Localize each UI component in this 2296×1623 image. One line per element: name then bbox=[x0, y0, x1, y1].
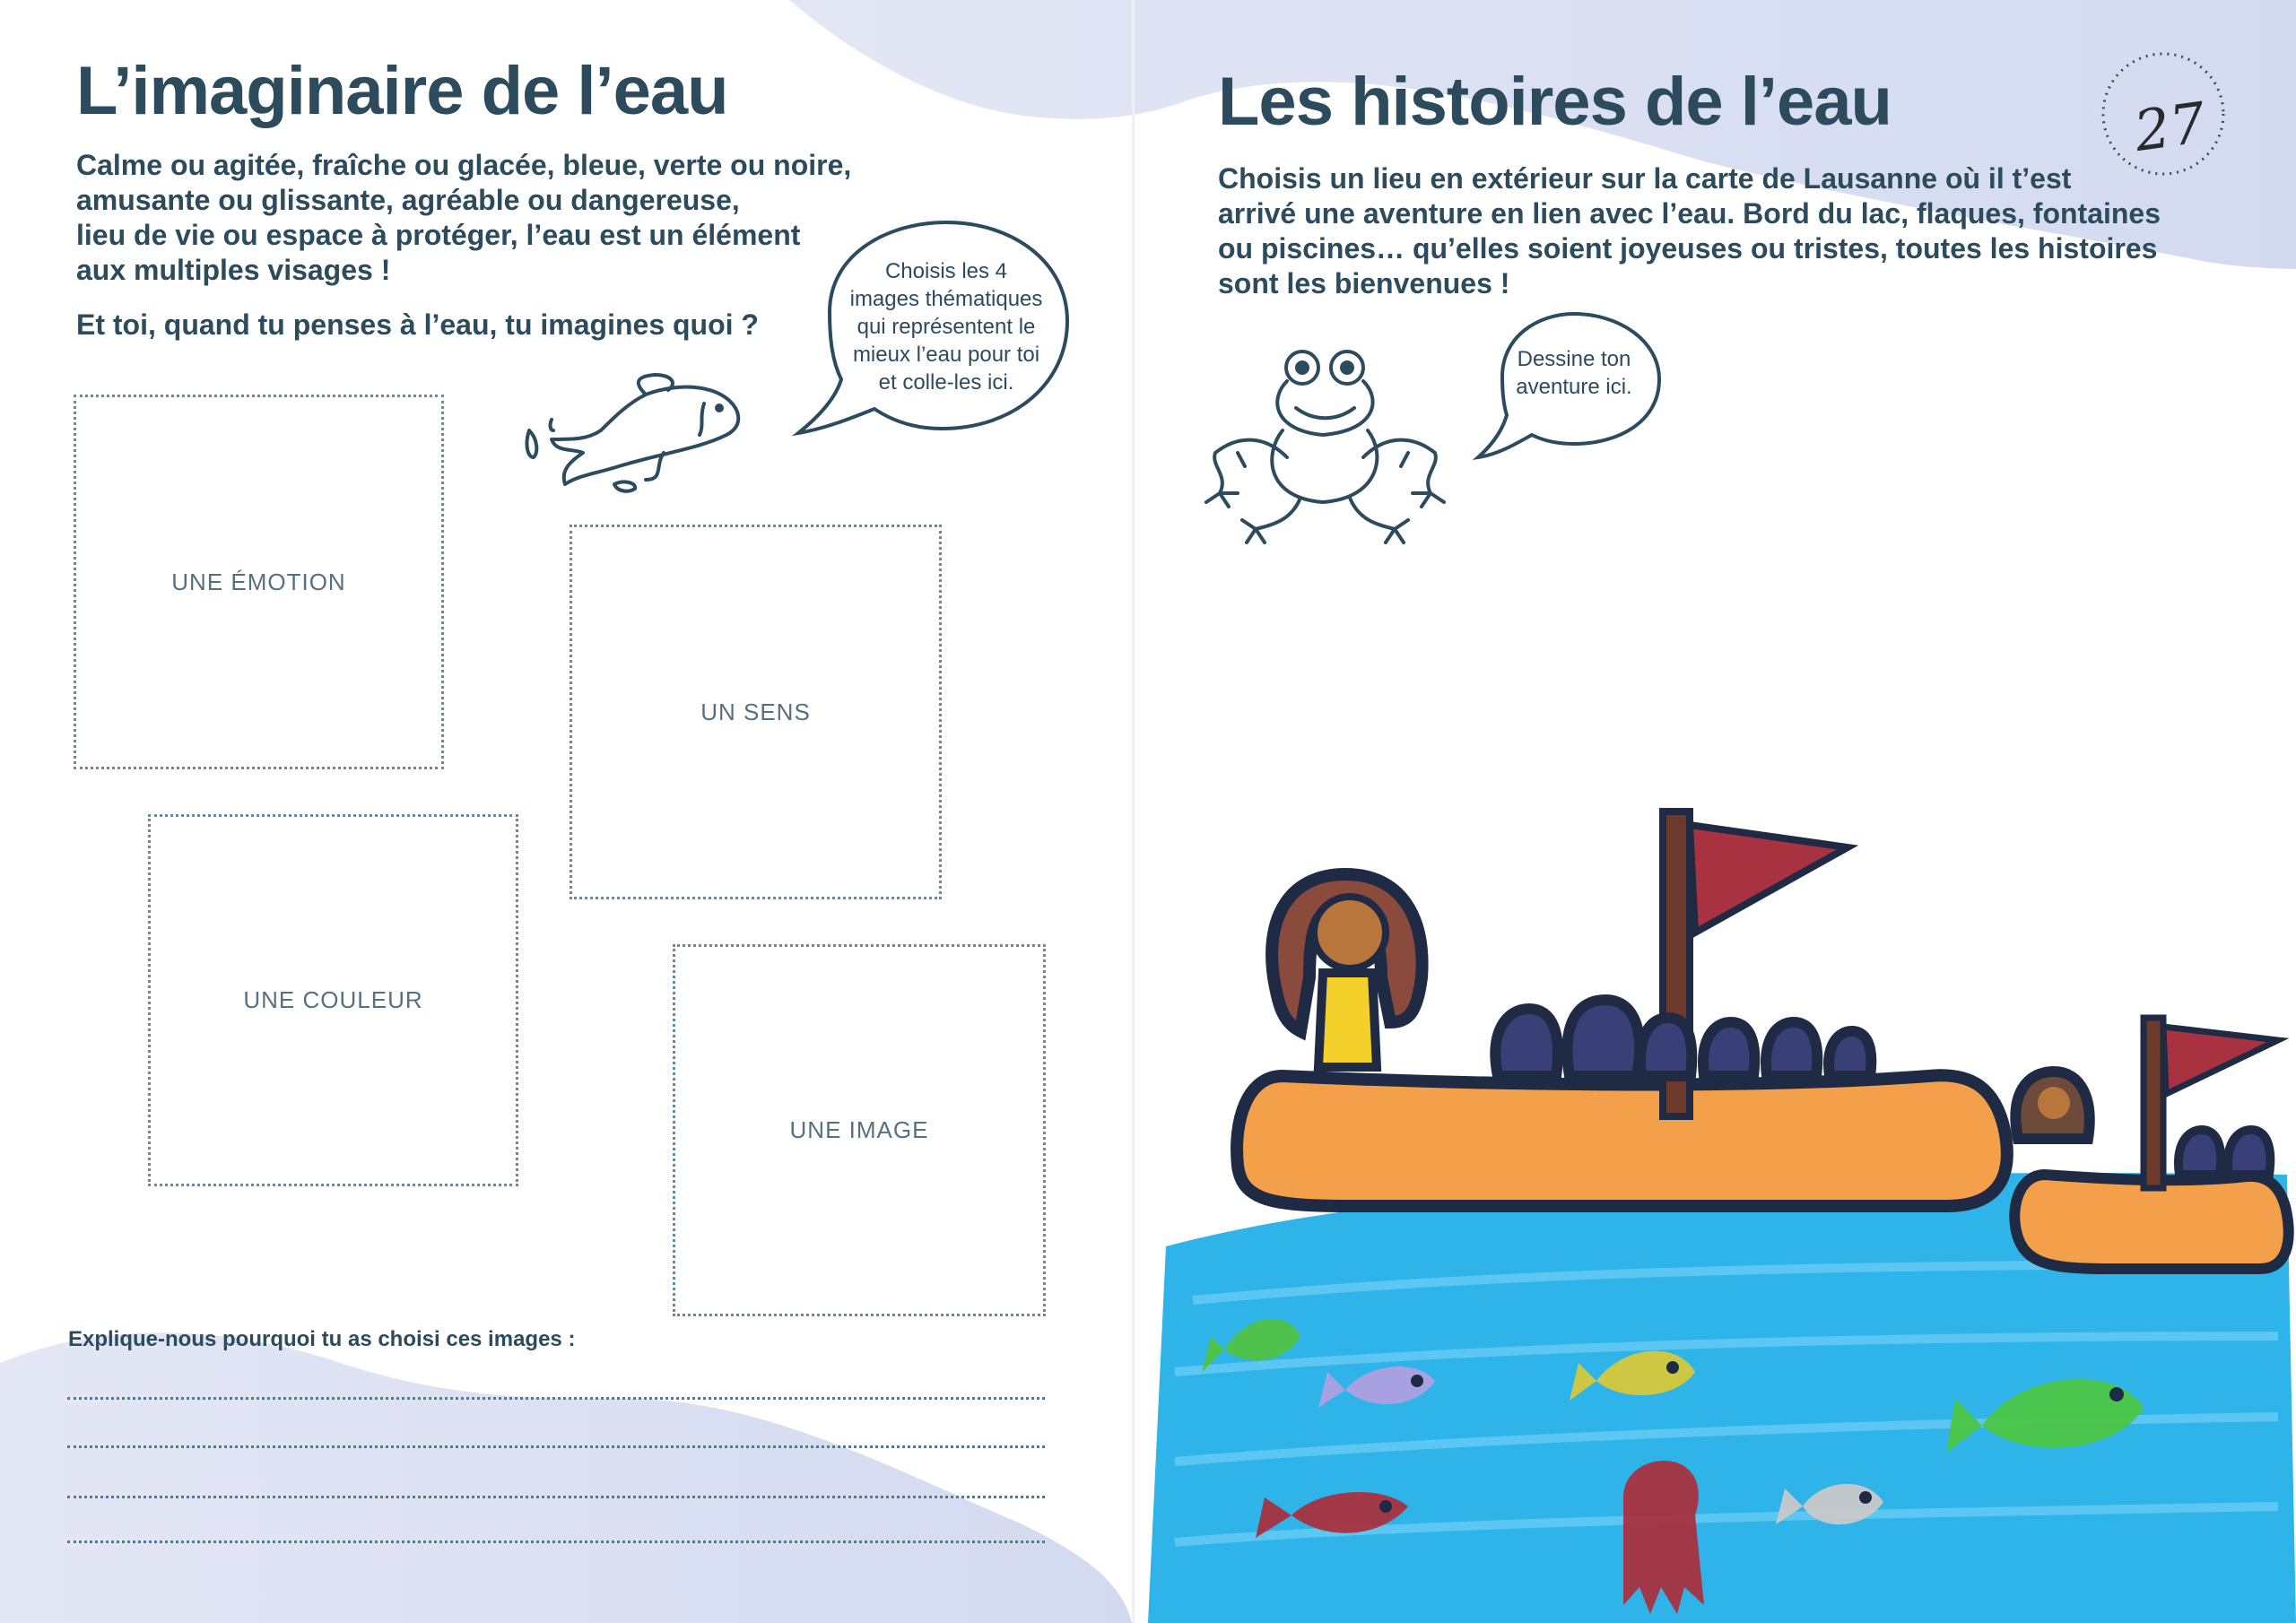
left-question: Et toi, quand tu penses à l’eau, tu imagines quoi ? bbox=[76, 308, 759, 341]
answer-line[interactable] bbox=[67, 1496, 1045, 1498]
image-image-box[interactable] bbox=[673, 944, 1046, 1316]
bubble-text-left bbox=[830, 257, 1063, 396]
emotion-image-box[interactable] bbox=[74, 395, 444, 769]
left-intro-line: aux multiples visages ! bbox=[76, 254, 391, 286]
right-intro-line: ou piscines… qu’elles soient joyeuses ou tristes, toutes les histoires bbox=[1218, 232, 2158, 265]
frog-icon bbox=[1202, 345, 1480, 560]
bubble-line: images thématiques bbox=[849, 287, 1043, 311]
bubble-line: Choisis les 4 bbox=[884, 259, 1008, 283]
child-drawing bbox=[1121, 798, 2296, 1623]
right-intro-line: sont les bienvenues ! bbox=[1218, 267, 1510, 299]
answer-line[interactable] bbox=[67, 1397, 1045, 1400]
bubble-line: aventure ici. bbox=[1516, 375, 1632, 399]
image-box-label: UNE IMAGE bbox=[789, 1116, 929, 1143]
bubble-line: mieux l’eau pour toi bbox=[852, 343, 1040, 367]
left-intro bbox=[76, 148, 851, 288]
answer-line[interactable] bbox=[67, 1445, 1045, 1448]
right-page-title: Les histoires de l’eau bbox=[1218, 64, 1892, 140]
fish-icon bbox=[511, 368, 753, 502]
left-page-title: L’imaginaire de l’eau bbox=[76, 53, 728, 129]
bubble-line: Dessine ton bbox=[1517, 347, 1631, 371]
couleur-box-label: UNE COULEUR bbox=[243, 986, 423, 1013]
explain-label: Explique-nous pourquoi tu as choisi ces images : bbox=[68, 1327, 576, 1351]
right-intro-line: arrivé une aventure en lien avec l’eau. Bord du lac, flaques, fontaines bbox=[1218, 197, 2161, 230]
sens-box-label: UN SENS bbox=[700, 698, 811, 725]
left-intro-line: lieu de vie ou espace à protéger, l’eau est un élément bbox=[76, 219, 801, 251]
right-intro-line: Choisis un lieu en extérieur sur la carte de Lausanne où il t’est bbox=[1218, 162, 2072, 195]
emotion-box-label: UNE ÉMOTION bbox=[171, 568, 346, 595]
sens-image-box[interactable] bbox=[570, 525, 942, 899]
bubble-line: et colle-les ici. bbox=[878, 370, 1014, 395]
answer-line[interactable] bbox=[67, 1541, 1045, 1543]
couleur-image-box[interactable] bbox=[148, 814, 518, 1186]
bubble-text-right bbox=[1493, 345, 1655, 401]
left-intro-line: amusante ou glissante, agréable ou dangereuse, bbox=[76, 184, 740, 216]
bubble-line: qui représentent le bbox=[857, 315, 1036, 339]
left-intro-line: Calme ou agitée, fraîche ou glacée, bleue, verte ou noire, bbox=[76, 149, 852, 181]
handwritten-page-number: 27 bbox=[2130, 89, 2210, 165]
right-intro bbox=[1218, 161, 2161, 301]
